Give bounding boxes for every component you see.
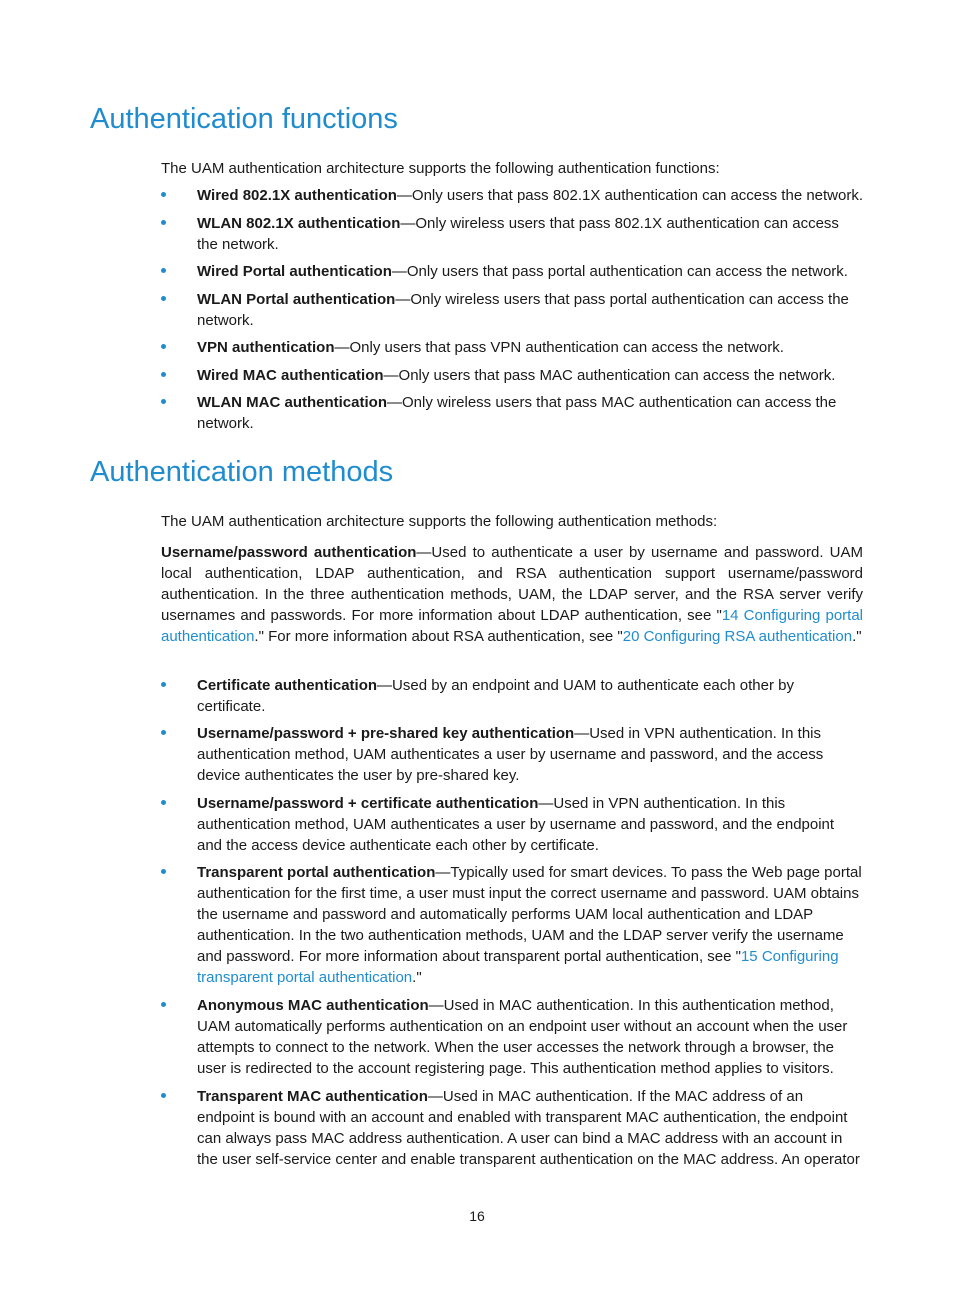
item-term: Wired MAC authentication [197, 367, 384, 384]
item-desc: —Used in VPN authentication. In this authentication method, UAM authenticates a user by username and password, and the endpoint and the access device authenticate each other by certificate. [197, 795, 835, 854]
item-desc: —Only users that pass 802.1X authentication can access the network. [396, 187, 864, 204]
item-term: Wired Portal authentication [197, 263, 392, 280]
list-item [161, 185, 863, 206]
page-number: 16 [469, 1208, 485, 1224]
item-desc: —Only wireless users that pass 802.1X authentication can access the network. [197, 215, 839, 253]
list-item [161, 1086, 863, 1170]
item-term: Certificate authentication [197, 677, 378, 694]
bullet-icon [161, 372, 166, 377]
list-item [161, 337, 863, 358]
item-desc: —Only users that pass portal authentication can access the network. [391, 263, 848, 280]
list-item [161, 995, 863, 1079]
userpass-end: ." [852, 628, 862, 645]
item-term: Username/password + pre-shared key authentication [197, 725, 575, 742]
item-desc: —Used in MAC authentication. If the MAC address of an endpoint is bound with an account and enabled with transparent MAC authentication, the endpoint can always pass MAC address authentication. A user can bind a MAC address with an account in the user self-service center and enable transparent authentication on the MAC address. An operator [197, 1088, 860, 1168]
list-item [161, 862, 863, 988]
link-rsa-config[interactable]: 20 Configuring RSA authentication [622, 628, 853, 645]
list-item [161, 392, 863, 434]
list-item [161, 289, 863, 331]
section-heading-methods: Authentication methods [90, 456, 394, 488]
bullet-icon [161, 344, 166, 349]
link-transparent-portal[interactable]: 15 Configuring transparent portal authentication [197, 948, 839, 986]
bullet-icon [161, 268, 166, 273]
item-desc: —Used by an endpoint and UAM to authenticate each other by certificate. [197, 677, 794, 715]
item-desc: —Typically used for smart devices. To pass the Web page portal authentication for the first time, a user must input the correct username and password. UAM obtains the username and password and automatically performs UAM local authentication and LDAP authentication. In the two authentication methods, UAM and the LDAP server verify the username and password. For more information about transparent portal authentication, see " [197, 864, 862, 965]
item-desc: —Only users that pass MAC authentication can access the network. [383, 367, 836, 384]
item-term: WLAN 802.1X authentication [197, 215, 401, 232]
userpass-mid: ." For more information about RSA authentication, see " [254, 628, 623, 645]
item-desc: —Used in VPN authentication. In this authentication method, UAM authenticates a user by username and password, and the access device authenticates the user by pre-shared key. [197, 725, 824, 784]
item-term: VPN authentication [197, 339, 335, 356]
list-item [161, 793, 863, 856]
bullet-icon [161, 399, 166, 404]
bullet-icon [161, 730, 166, 735]
bullet-icon [161, 682, 166, 687]
section-heading-functions: Authentication functions [90, 103, 398, 135]
list-item [161, 365, 863, 386]
bullet-icon [161, 192, 166, 197]
item-term: Username/password + certificate authentication [197, 795, 539, 812]
link-portal-config[interactable]: 14 Configuring portal authentication [161, 607, 863, 645]
userpass-desc: —Used to authenticate a user by username and password. UAM local authentication, LDAP authentication, and RSA authentication support username/password authentication. In the three authentication methods, UAM, the LDAP server, and the RSA server verify usernames and passwords. For more information about LDAP authentication, see " [161, 544, 863, 624]
item-term: Wired 802.1X authentication [197, 187, 397, 204]
item-desc: —Only users that pass VPN authentication can access the network. [334, 339, 784, 356]
list-item [161, 261, 863, 282]
bullet-icon [161, 296, 166, 301]
list-item [161, 723, 863, 786]
list-item [161, 675, 863, 717]
methods-intro: The UAM authentication architecture supports the following authentication methods: [161, 513, 718, 530]
bullet-icon [161, 1002, 166, 1007]
item-term: Transparent MAC authentication [197, 1088, 428, 1105]
item-end: ." [412, 969, 422, 986]
bullet-icon [161, 220, 166, 225]
item-term: WLAN MAC authentication [197, 394, 387, 411]
functions-intro: The UAM authentication architecture supports the following authentication functions: [161, 160, 720, 177]
bullet-icon [161, 869, 166, 874]
item-desc: —Used in MAC authentication. In this authentication method, UAM automatically performs authentication on an endpoint user without an account when the user attempts to connect to the network. When the user accesses the network through a browser, the user is redirected to the account registering page. This authentication method applies to visitors. [197, 997, 848, 1077]
userpass-term: Username/password authentication [161, 544, 417, 561]
bullet-icon [161, 1093, 166, 1098]
item-term: Transparent portal authentication [197, 864, 436, 881]
list-item [161, 213, 863, 255]
item-term: WLAN Portal authentication [197, 291, 396, 308]
item-desc: —Only wireless users that pass MAC authentication can access the network. [197, 394, 837, 432]
bullet-icon [161, 800, 166, 805]
item-term: Anonymous MAC authentication [197, 997, 429, 1014]
userpass-paragraph [161, 542, 863, 647]
item-desc: —Only wireless users that pass portal authentication can access the network. [197, 291, 849, 329]
